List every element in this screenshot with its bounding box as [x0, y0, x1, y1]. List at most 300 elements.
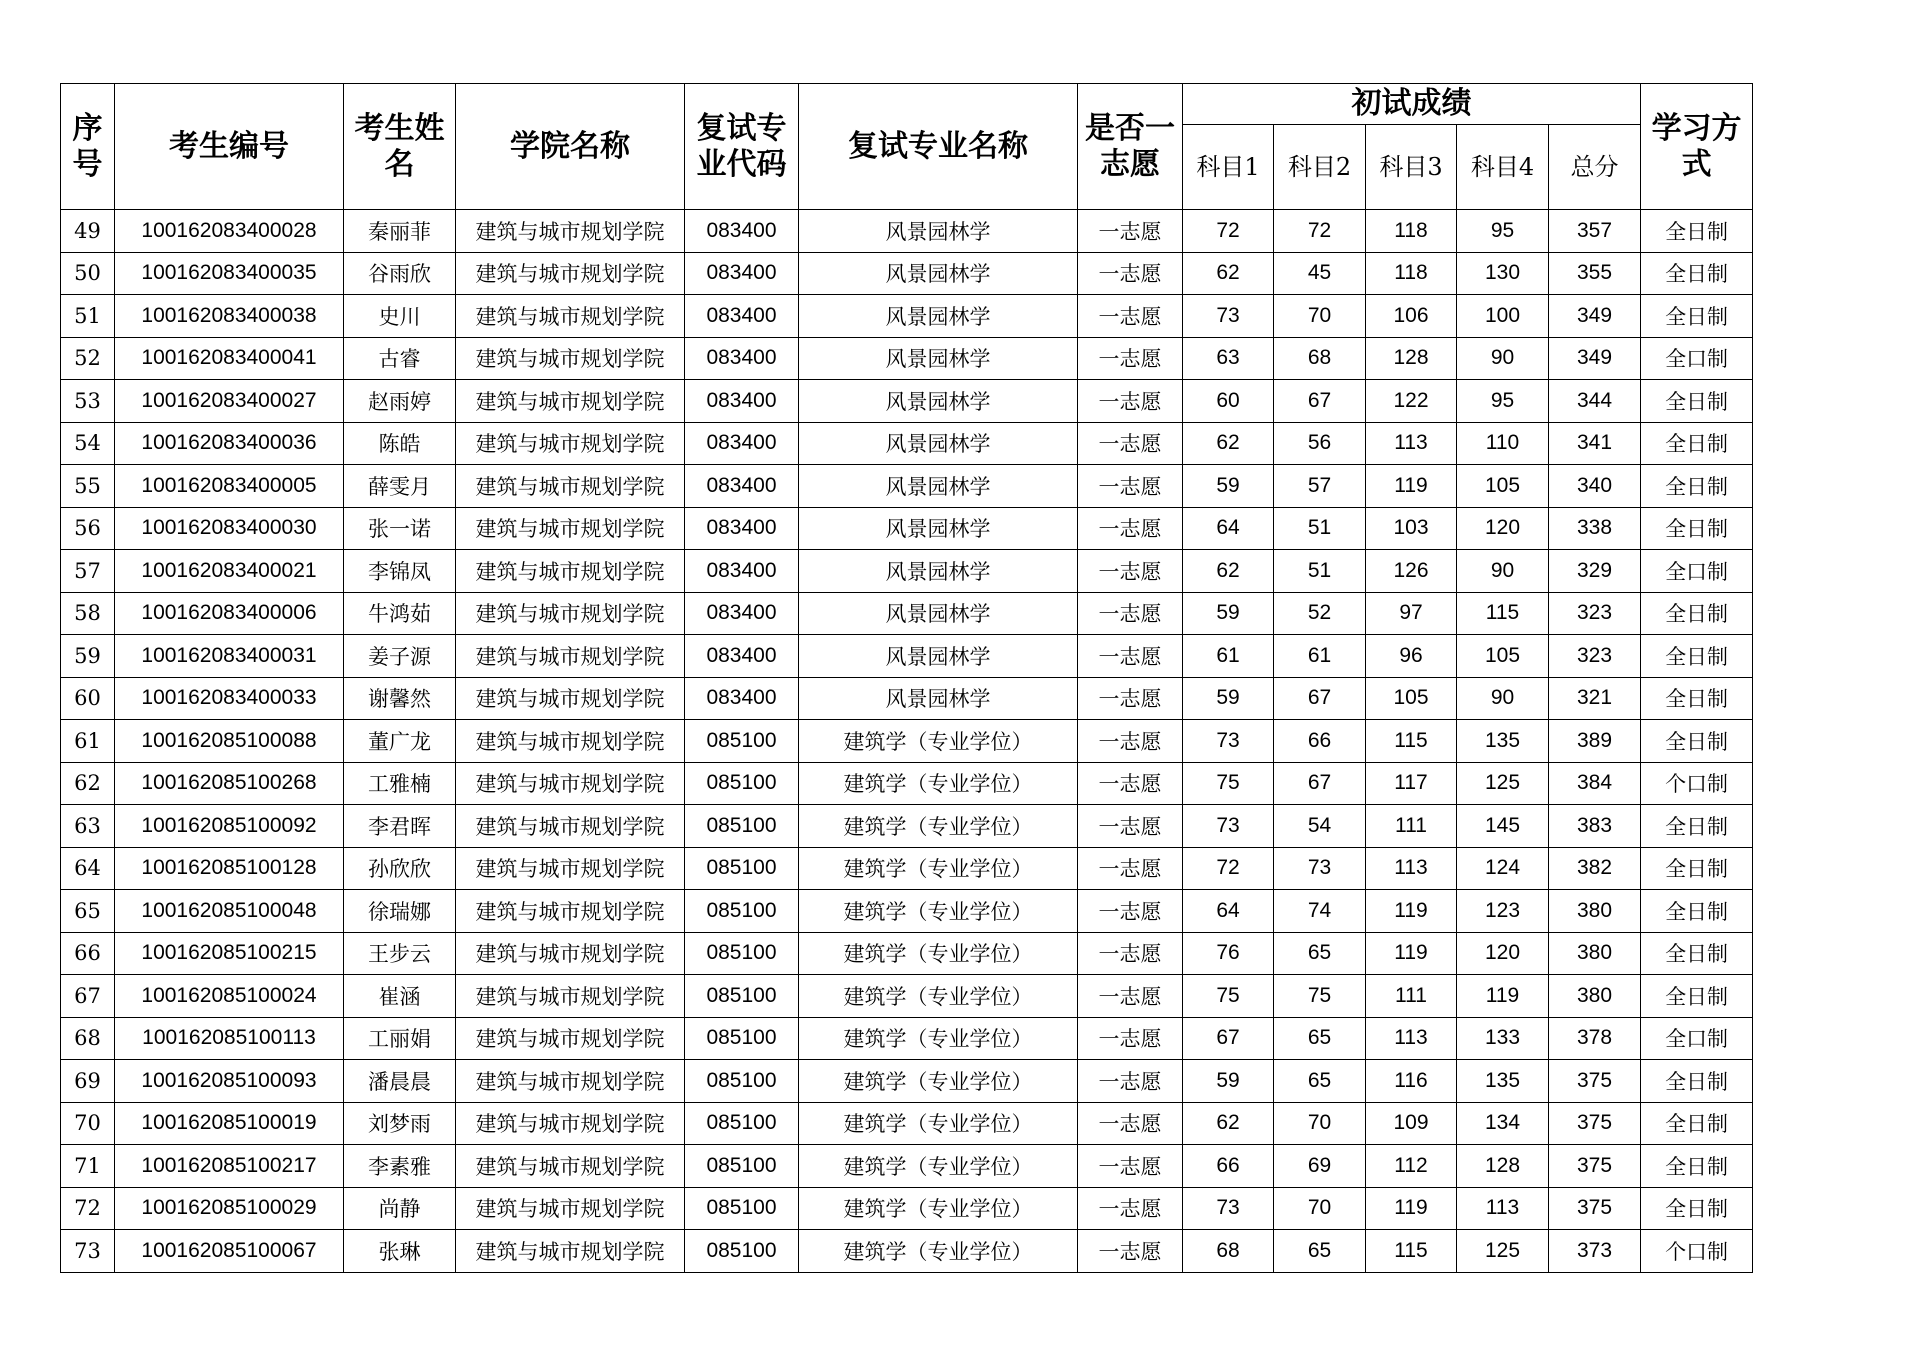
cell-subject4: 128 [1457, 1145, 1549, 1188]
cell-subject4: 105 [1457, 635, 1549, 678]
cell-total: 383 [1549, 805, 1641, 848]
cell-name: 姜子源 [344, 635, 456, 678]
cell-seq: 50 [61, 252, 115, 295]
cell-subject2: 74 [1274, 890, 1366, 933]
cell-major-name: 风景园林学 [799, 507, 1078, 550]
cell-major-name: 建筑学（专业学位） [799, 762, 1078, 805]
cell-subject1: 73 [1183, 720, 1274, 763]
cell-major-name: 建筑学（专业学位） [799, 805, 1078, 848]
header-college: 学院名称 [456, 84, 685, 210]
cell-candidate-id: 100162083400035 [115, 252, 344, 295]
cell-study-mode: 全日制 [1641, 210, 1753, 253]
cell-subject3: 113 [1366, 422, 1457, 465]
cell-name: 古睿 [344, 337, 456, 380]
cell-candidate-id: 100162083400038 [115, 295, 344, 338]
table-row [61, 805, 1753, 848]
cell-major-name: 风景园林学 [799, 210, 1078, 253]
cell-seq: 72 [61, 1187, 115, 1230]
cell-candidate-id: 100162085100088 [115, 720, 344, 763]
cell-subject4: 110 [1457, 422, 1549, 465]
table-header [61, 84, 1753, 210]
cell-subject1: 64 [1183, 890, 1274, 933]
cell-subject1: 62 [1183, 252, 1274, 295]
cell-candidate-id: 100162085100093 [115, 1060, 344, 1103]
table-row [61, 1060, 1753, 1103]
cell-college: 建筑与城市规划学院 [456, 380, 685, 423]
cell-candidate-id: 100162083400033 [115, 677, 344, 720]
cell-subject3: 97 [1366, 592, 1457, 635]
cell-college: 建筑与城市规划学院 [456, 295, 685, 338]
cell-subject3: 115 [1366, 720, 1457, 763]
cell-name: 赵雨婷 [344, 380, 456, 423]
cell-seq: 54 [61, 422, 115, 465]
cell-seq: 71 [61, 1145, 115, 1188]
cell-subject1: 62 [1183, 422, 1274, 465]
cell-subject1: 66 [1183, 1145, 1274, 1188]
cell-total: 329 [1549, 550, 1641, 593]
cell-candidate-id: 100162083400036 [115, 422, 344, 465]
cell-college: 建筑与城市规划学院 [456, 1102, 685, 1145]
cell-name: 孙欣欣 [344, 847, 456, 890]
cell-subject4: 115 [1457, 592, 1549, 635]
cell-subject2: 67 [1274, 380, 1366, 423]
cell-study-mode: 全日制 [1641, 1187, 1753, 1230]
cell-college: 建筑与城市规划学院 [456, 847, 685, 890]
cell-subject1: 75 [1183, 762, 1274, 805]
score-table [60, 83, 1753, 1273]
cell-major-code: 083400 [685, 677, 799, 720]
cell-subject4: 124 [1457, 847, 1549, 890]
cell-subject1: 75 [1183, 975, 1274, 1018]
table-row [61, 592, 1753, 635]
cell-subject3: 105 [1366, 677, 1457, 720]
cell-candidate-id: 100162085100024 [115, 975, 344, 1018]
cell-study-mode: 全口制 [1641, 337, 1753, 380]
cell-subject2: 65 [1274, 1230, 1366, 1273]
cell-subject4: 130 [1457, 252, 1549, 295]
cell-subject1: 59 [1183, 677, 1274, 720]
cell-college: 建筑与城市规划学院 [456, 252, 685, 295]
cell-candidate-id: 100162083400027 [115, 380, 344, 423]
cell-major-code: 085100 [685, 932, 799, 975]
cell-seq: 58 [61, 592, 115, 635]
cell-subject1: 62 [1183, 1102, 1274, 1145]
cell-major-name: 风景园林学 [799, 252, 1078, 295]
cell-subject4: 95 [1457, 380, 1549, 423]
cell-subject2: 67 [1274, 762, 1366, 805]
table-row [61, 380, 1753, 423]
cell-college: 建筑与城市规划学院 [456, 805, 685, 848]
cell-subject4: 133 [1457, 1017, 1549, 1060]
cell-subject1: 59 [1183, 1060, 1274, 1103]
cell-subject4: 123 [1457, 890, 1549, 933]
table-row [61, 1102, 1753, 1145]
cell-major-name: 建筑学（专业学位） [799, 1230, 1078, 1273]
cell-major-name: 建筑学（专业学位） [799, 1187, 1078, 1230]
cell-subject3: 117 [1366, 762, 1457, 805]
cell-subject4: 95 [1457, 210, 1549, 253]
cell-subject2: 51 [1274, 550, 1366, 593]
cell-seq: 53 [61, 380, 115, 423]
cell-seq: 66 [61, 932, 115, 975]
cell-candidate-id: 100162083400006 [115, 592, 344, 635]
cell-subject3: 119 [1366, 1187, 1457, 1230]
table-row [61, 635, 1753, 678]
cell-name: 张琳 [344, 1230, 456, 1273]
cell-subject4: 134 [1457, 1102, 1549, 1145]
header-study-mode: 学习方式 [1641, 84, 1753, 210]
cell-seq: 73 [61, 1230, 115, 1273]
cell-subject4: 90 [1457, 337, 1549, 380]
cell-study-mode: 全日制 [1641, 1102, 1753, 1145]
cell-subject1: 67 [1183, 1017, 1274, 1060]
cell-major-code: 085100 [685, 1017, 799, 1060]
table-row [61, 210, 1753, 253]
cell-first-choice: 一志愿 [1078, 1017, 1183, 1060]
cell-major-name: 风景园林学 [799, 380, 1078, 423]
cell-study-mode: 全日制 [1641, 975, 1753, 1018]
cell-name: 王步云 [344, 932, 456, 975]
cell-name: 陈皓 [344, 422, 456, 465]
cell-major-code: 085100 [685, 720, 799, 763]
table-row [61, 890, 1753, 933]
cell-major-name: 风景园林学 [799, 465, 1078, 508]
cell-major-name: 建筑学（专业学位） [799, 890, 1078, 933]
cell-subject2: 51 [1274, 507, 1366, 550]
cell-subject1: 64 [1183, 507, 1274, 550]
header-candidate-id: 考生编号 [115, 84, 344, 210]
cell-total: 375 [1549, 1187, 1641, 1230]
cell-subject4: 100 [1457, 295, 1549, 338]
cell-seq: 63 [61, 805, 115, 848]
cell-major-code: 083400 [685, 507, 799, 550]
cell-major-code: 085100 [685, 847, 799, 890]
cell-study-mode: 个口制 [1641, 1230, 1753, 1273]
cell-seq: 57 [61, 550, 115, 593]
cell-first-choice: 一志愿 [1078, 762, 1183, 805]
cell-subject3: 106 [1366, 295, 1457, 338]
header-subject2: 科目2 [1274, 125, 1366, 210]
cell-candidate-id: 100162085100048 [115, 890, 344, 933]
cell-college: 建筑与城市规划学院 [456, 890, 685, 933]
cell-candidate-id: 100162083400021 [115, 550, 344, 593]
cell-study-mode: 全日制 [1641, 507, 1753, 550]
cell-college: 建筑与城市规划学院 [456, 337, 685, 380]
cell-subject4: 145 [1457, 805, 1549, 848]
cell-study-mode: 全日制 [1641, 932, 1753, 975]
cell-college: 建筑与城市规划学院 [456, 550, 685, 593]
table-row [61, 1017, 1753, 1060]
cell-subject2: 66 [1274, 720, 1366, 763]
cell-college: 建筑与城市规划学院 [456, 1187, 685, 1230]
cell-study-mode: 全日制 [1641, 1060, 1753, 1103]
table-row [61, 507, 1753, 550]
cell-first-choice: 一志愿 [1078, 1187, 1183, 1230]
cell-subject4: 120 [1457, 507, 1549, 550]
cell-first-choice: 一志愿 [1078, 507, 1183, 550]
cell-college: 建筑与城市规划学院 [456, 422, 685, 465]
cell-major-code: 085100 [685, 1145, 799, 1188]
header-major-name: 复试专业名称 [799, 84, 1078, 210]
cell-major-code: 083400 [685, 635, 799, 678]
cell-subject3: 111 [1366, 975, 1457, 1018]
cell-major-name: 建筑学（专业学位） [799, 1060, 1078, 1103]
cell-subject1: 76 [1183, 932, 1274, 975]
cell-major-code: 085100 [685, 975, 799, 1018]
cell-seq: 49 [61, 210, 115, 253]
cell-major-name: 风景园林学 [799, 295, 1078, 338]
cell-seq: 67 [61, 975, 115, 1018]
cell-subject2: 61 [1274, 635, 1366, 678]
cell-subject2: 65 [1274, 932, 1366, 975]
cell-total: 321 [1549, 677, 1641, 720]
cell-subject2: 45 [1274, 252, 1366, 295]
cell-subject1: 73 [1183, 295, 1274, 338]
cell-total: 384 [1549, 762, 1641, 805]
cell-study-mode: 全口制 [1641, 550, 1753, 593]
cell-major-name: 风景园林学 [799, 635, 1078, 678]
cell-first-choice: 一志愿 [1078, 422, 1183, 465]
cell-total: 380 [1549, 932, 1641, 975]
cell-name: 潘晨晨 [344, 1060, 456, 1103]
cell-seq: 60 [61, 677, 115, 720]
cell-major-code: 085100 [685, 1187, 799, 1230]
cell-major-name: 建筑学（专业学位） [799, 720, 1078, 763]
cell-name: 史川 [344, 295, 456, 338]
header-major-code: 复试专业代码 [685, 84, 799, 210]
cell-major-code: 085100 [685, 1060, 799, 1103]
header-subject4: 科目4 [1457, 125, 1549, 210]
cell-college: 建筑与城市规划学院 [456, 1060, 685, 1103]
cell-seq: 69 [61, 1060, 115, 1103]
cell-subject3: 113 [1366, 847, 1457, 890]
cell-major-code: 085100 [685, 805, 799, 848]
cell-first-choice: 一志愿 [1078, 975, 1183, 1018]
cell-candidate-id: 100162085100067 [115, 1230, 344, 1273]
cell-subject3: 109 [1366, 1102, 1457, 1145]
cell-first-choice: 一志愿 [1078, 1145, 1183, 1188]
cell-major-name: 建筑学（专业学位） [799, 1017, 1078, 1060]
cell-first-choice: 一志愿 [1078, 1102, 1183, 1145]
table-row [61, 1187, 1753, 1230]
cell-seq: 62 [61, 762, 115, 805]
cell-subject2: 65 [1274, 1017, 1366, 1060]
cell-total: 340 [1549, 465, 1641, 508]
cell-major-name: 建筑学（专业学位） [799, 1145, 1078, 1188]
cell-seq: 55 [61, 465, 115, 508]
cell-study-mode: 全日制 [1641, 805, 1753, 848]
cell-subject3: 112 [1366, 1145, 1457, 1188]
cell-total: 357 [1549, 210, 1641, 253]
cell-subject2: 65 [1274, 1060, 1366, 1103]
cell-study-mode: 全日制 [1641, 422, 1753, 465]
table-row [61, 337, 1753, 380]
table-row [61, 1145, 1753, 1188]
cell-study-mode: 个口制 [1641, 762, 1753, 805]
cell-candidate-id: 100162085100268 [115, 762, 344, 805]
table-row [61, 720, 1753, 763]
cell-major-code: 083400 [685, 295, 799, 338]
cell-major-name: 风景园林学 [799, 422, 1078, 465]
cell-major-name: 建筑学（专业学位） [799, 1102, 1078, 1145]
cell-subject4: 105 [1457, 465, 1549, 508]
cell-subject2: 54 [1274, 805, 1366, 848]
cell-name: 工雅楠 [344, 762, 456, 805]
cell-candidate-id: 100162085100215 [115, 932, 344, 975]
cell-college: 建筑与城市规划学院 [456, 720, 685, 763]
table-row [61, 1230, 1753, 1273]
cell-subject3: 119 [1366, 932, 1457, 975]
header-seq: 序号 [61, 84, 115, 210]
cell-first-choice: 一志愿 [1078, 252, 1183, 295]
cell-subject1: 62 [1183, 550, 1274, 593]
cell-major-code: 085100 [685, 762, 799, 805]
cell-subject2: 70 [1274, 1187, 1366, 1230]
cell-subject2: 73 [1274, 847, 1366, 890]
cell-total: 380 [1549, 975, 1641, 1018]
cell-subject4: 113 [1457, 1187, 1549, 1230]
cell-major-code: 083400 [685, 380, 799, 423]
cell-first-choice: 一志愿 [1078, 210, 1183, 253]
cell-college: 建筑与城市规划学院 [456, 1017, 685, 1060]
header-initial-scores: 初试成绩 [1183, 84, 1641, 125]
cell-total: 378 [1549, 1017, 1641, 1060]
cell-college: 建筑与城市规划学院 [456, 592, 685, 635]
header-subject1: 科目1 [1183, 125, 1274, 210]
table-row [61, 465, 1753, 508]
cell-subject3: 111 [1366, 805, 1457, 848]
cell-total: 341 [1549, 422, 1641, 465]
cell-total: 349 [1549, 295, 1641, 338]
cell-college: 建筑与城市规划学院 [456, 465, 685, 508]
cell-seq: 70 [61, 1102, 115, 1145]
cell-name: 崔涵 [344, 975, 456, 1018]
cell-major-code: 083400 [685, 252, 799, 295]
cell-first-choice: 一志愿 [1078, 1060, 1183, 1103]
header-subject3: 科目3 [1366, 125, 1457, 210]
table-row [61, 295, 1753, 338]
cell-name: 董广龙 [344, 720, 456, 763]
cell-first-choice: 一志愿 [1078, 805, 1183, 848]
cell-subject1: 59 [1183, 465, 1274, 508]
cell-first-choice: 一志愿 [1078, 720, 1183, 763]
cell-major-name: 风景园林学 [799, 592, 1078, 635]
cell-study-mode: 全日制 [1641, 380, 1753, 423]
cell-major-name: 建筑学（专业学位） [799, 847, 1078, 890]
cell-name: 徐瑞娜 [344, 890, 456, 933]
cell-candidate-id: 100162083400028 [115, 210, 344, 253]
cell-subject4: 125 [1457, 762, 1549, 805]
cell-first-choice: 一志愿 [1078, 592, 1183, 635]
cell-seq: 61 [61, 720, 115, 763]
cell-subject3: 119 [1366, 465, 1457, 508]
cell-first-choice: 一志愿 [1078, 847, 1183, 890]
cell-college: 建筑与城市规划学院 [456, 932, 685, 975]
cell-study-mode: 全日制 [1641, 847, 1753, 890]
cell-study-mode: 全日制 [1641, 1145, 1753, 1188]
header-total: 总分 [1549, 125, 1641, 210]
cell-study-mode: 全日制 [1641, 592, 1753, 635]
cell-candidate-id: 100162083400005 [115, 465, 344, 508]
cell-first-choice: 一志愿 [1078, 635, 1183, 678]
cell-subject3: 122 [1366, 380, 1457, 423]
cell-name: 李君晖 [344, 805, 456, 848]
cell-subject4: 120 [1457, 932, 1549, 975]
cell-seq: 65 [61, 890, 115, 933]
cell-subject2: 70 [1274, 1102, 1366, 1145]
cell-college: 建筑与城市规划学院 [456, 210, 685, 253]
cell-candidate-id: 100162085100113 [115, 1017, 344, 1060]
cell-total: 323 [1549, 635, 1641, 678]
cell-first-choice: 一志愿 [1078, 337, 1183, 380]
cell-subject2: 75 [1274, 975, 1366, 1018]
cell-candidate-id: 100162085100128 [115, 847, 344, 890]
table-body [61, 210, 1753, 1273]
table-row [61, 975, 1753, 1018]
cell-major-name: 建筑学（专业学位） [799, 932, 1078, 975]
cell-subject2: 69 [1274, 1145, 1366, 1188]
cell-name: 尚静 [344, 1187, 456, 1230]
cell-seq: 59 [61, 635, 115, 678]
cell-total: 355 [1549, 252, 1641, 295]
cell-subject4: 135 [1457, 720, 1549, 763]
cell-first-choice: 一志愿 [1078, 465, 1183, 508]
cell-subject2: 52 [1274, 592, 1366, 635]
cell-seq: 52 [61, 337, 115, 380]
table-row [61, 847, 1753, 890]
cell-total: 382 [1549, 847, 1641, 890]
cell-candidate-id: 100162085100217 [115, 1145, 344, 1188]
cell-subject3: 118 [1366, 252, 1457, 295]
cell-total: 338 [1549, 507, 1641, 550]
cell-first-choice: 一志愿 [1078, 677, 1183, 720]
cell-seq: 51 [61, 295, 115, 338]
cell-subject3: 116 [1366, 1060, 1457, 1103]
cell-subject3: 128 [1366, 337, 1457, 380]
cell-name: 刘梦雨 [344, 1102, 456, 1145]
cell-major-code: 083400 [685, 592, 799, 635]
cell-name: 李锦凤 [344, 550, 456, 593]
cell-total: 373 [1549, 1230, 1641, 1273]
cell-major-code: 083400 [685, 337, 799, 380]
cell-subject1: 68 [1183, 1230, 1274, 1273]
cell-first-choice: 一志愿 [1078, 295, 1183, 338]
cell-total: 380 [1549, 890, 1641, 933]
cell-major-code: 085100 [685, 1102, 799, 1145]
table-row [61, 550, 1753, 593]
cell-college: 建筑与城市规划学院 [456, 975, 685, 1018]
cell-total: 375 [1549, 1102, 1641, 1145]
cell-name: 秦丽菲 [344, 210, 456, 253]
cell-name: 工丽娟 [344, 1017, 456, 1060]
cell-first-choice: 一志愿 [1078, 932, 1183, 975]
cell-major-code: 083400 [685, 550, 799, 593]
table-row [61, 932, 1753, 975]
cell-subject1: 63 [1183, 337, 1274, 380]
cell-study-mode: 全日制 [1641, 677, 1753, 720]
cell-subject3: 126 [1366, 550, 1457, 593]
cell-study-mode: 全日制 [1641, 635, 1753, 678]
cell-major-code: 085100 [685, 1230, 799, 1273]
header-name: 考生姓名 [344, 84, 456, 210]
cell-first-choice: 一志愿 [1078, 890, 1183, 933]
cell-candidate-id: 100162083400031 [115, 635, 344, 678]
cell-subject2: 68 [1274, 337, 1366, 380]
cell-study-mode: 全日制 [1641, 252, 1753, 295]
cell-name: 张一诺 [344, 507, 456, 550]
header-first-choice: 是否一志愿 [1078, 84, 1183, 210]
cell-name: 谢馨然 [344, 677, 456, 720]
